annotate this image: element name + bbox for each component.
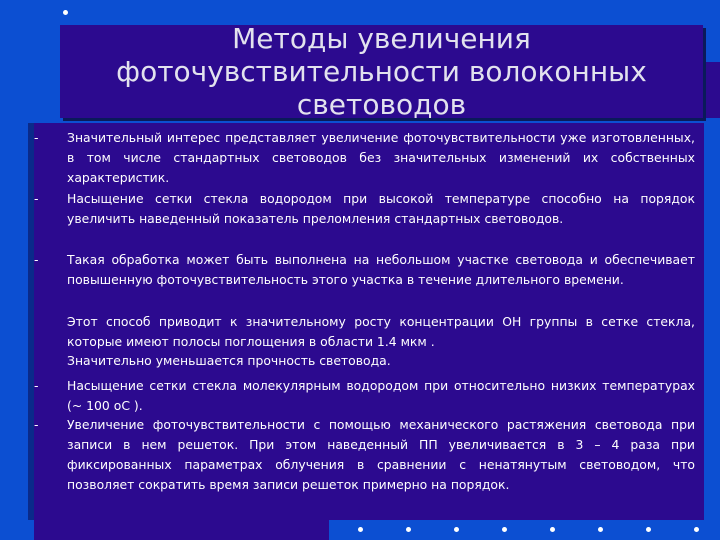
content-box — [34, 123, 704, 520]
bullet-dash: - — [34, 378, 39, 393]
bullet-dash: - — [34, 191, 39, 206]
bottom-bar-decor — [34, 520, 329, 540]
paragraph-2 — [34, 189, 695, 229]
paragraph-6 — [34, 376, 695, 416]
decor-dot — [406, 527, 411, 532]
paragraph-4 — [34, 312, 695, 352]
slide-title: Методы увеличения фоточувствительности волоконных световодов — [116, 22, 647, 121]
paragraph-7 — [34, 415, 695, 495]
decor-dot — [63, 10, 68, 15]
bullet-dash: - — [34, 130, 39, 145]
paragraph-3 — [34, 250, 695, 290]
decor-dot — [358, 527, 363, 532]
decor-dot — [598, 527, 603, 532]
paragraph-text: Насыщение сетки стекла водородом при высокой температуре способно на порядок увеличить наведенный показатель преломления стандартных световодов. — [67, 191, 695, 226]
paragraph-5 — [34, 351, 695, 371]
decor-dot — [646, 527, 651, 532]
decor-dot — [502, 527, 507, 532]
paragraph-text: Насыщение сетки стекла молекулярным водородом при относительно низких температурах (~ 100 оС ). — [67, 378, 695, 413]
bullet-dash: - — [34, 417, 39, 432]
paragraph-text: Увеличение фоточувствительности с помощью механического растяжения световода при записи в нем решеток. При этом наведенный ПП увеличивается в 3 – 4 раза при фиксированных параметрах облучения в сравнении с ненатянутым световодом, что позволяет сократить время записи решеток примерно на порядок. — [67, 417, 695, 492]
title-box — [60, 22, 703, 121]
paragraph-text: Значительно уменьшается прочность световода. — [67, 353, 391, 368]
paragraph-text: Такая обработка может быть выполнена на небольшом участке световода и обеспечивает повышенную фоточувствительность этого участка в течение длительного времени. — [67, 252, 695, 287]
paragraph-1 — [34, 128, 695, 188]
title-edge-decor — [700, 62, 720, 118]
decor-dot — [454, 527, 459, 532]
paragraph-text: Этот способ приводит к значительному росту концентрации ОН группы в сетке стекла, которые имеют полосы поглощения в области 1.4 мкм . — [67, 314, 695, 349]
decor-dot — [694, 527, 699, 532]
decor-dot — [550, 527, 555, 532]
bullet-dash: - — [34, 252, 39, 267]
paragraph-text: Значительный интерес представляет увеличение фоточувствительности уже изготовленных, в том числе стандартных световодов без значительных изменений их собственных характеристик. — [67, 130, 695, 185]
